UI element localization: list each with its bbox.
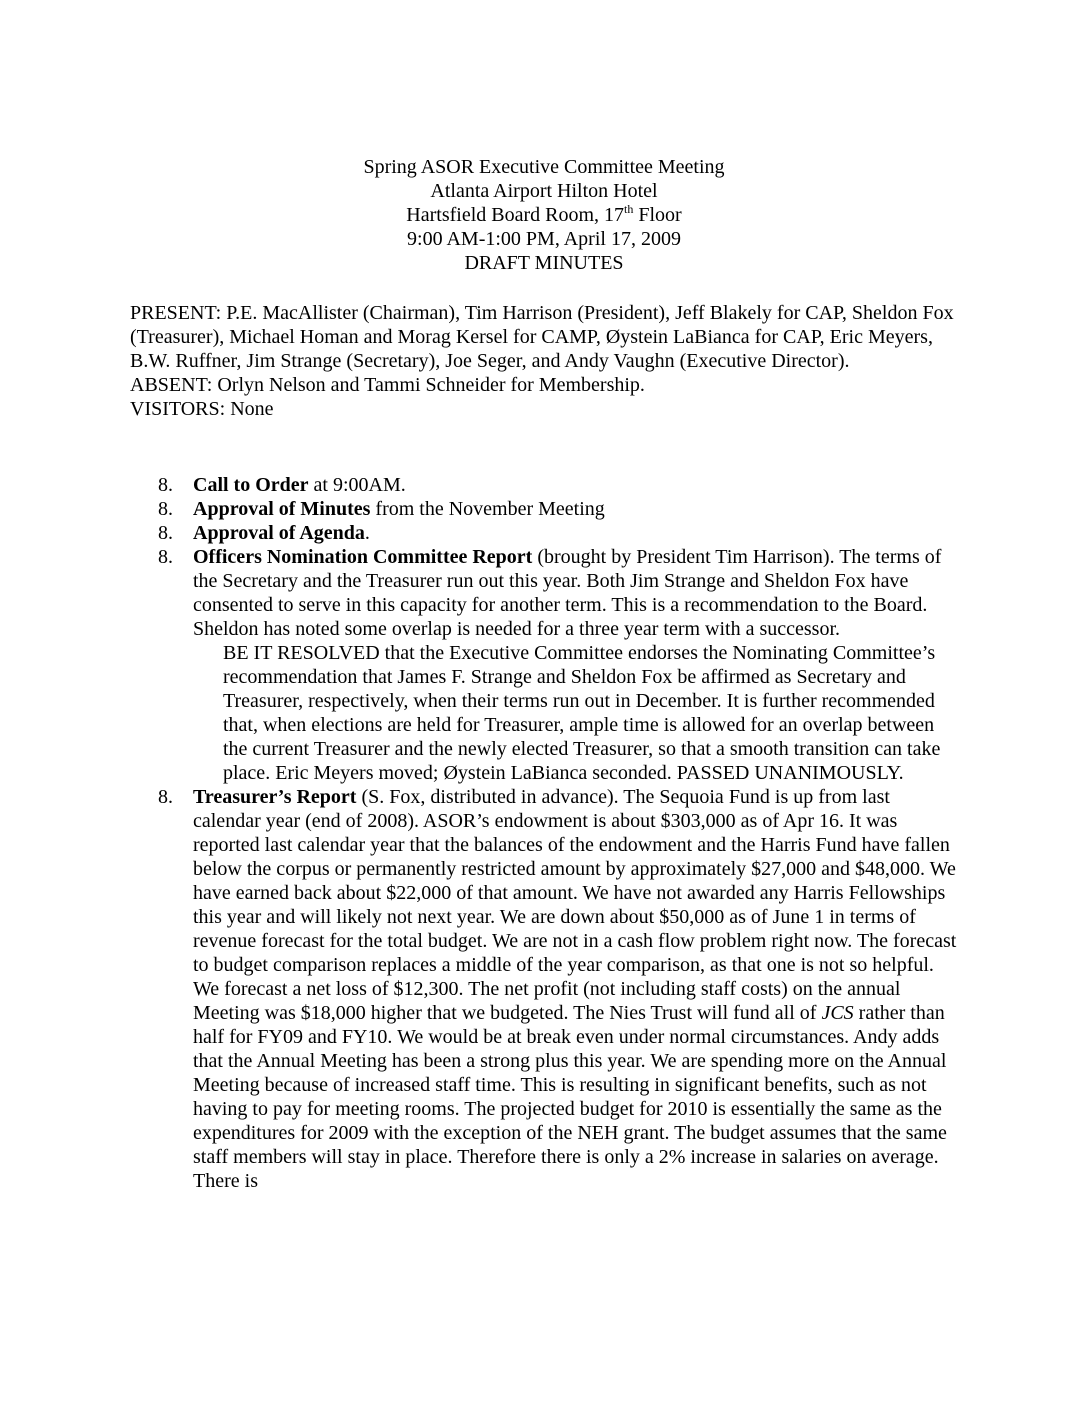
item-text: from the November Meeting <box>370 498 605 520</box>
agenda-item-treasurer-report <box>158 785 958 1193</box>
item-heading: Approval of Minutes <box>193 498 371 520</box>
present-list: PRESENT: P.E. MacAllister (Chairman), Tim Harrison (President), Jeff Blakely for CAP, Sheldon Fox (Treasurer), Michael Homan and Morag Kersel for CAMP, Øystein LaBianca for CAP, Eric Meyers, B.W. Ruffner, Jim Strange (Secretary), Joe Seger, and Andy Vaughn (Executive Director). <box>130 302 954 372</box>
item-number: 8. <box>158 522 173 544</box>
attendance-section <box>130 301 960 421</box>
meeting-room <box>0 203 1088 227</box>
item-number: 8. <box>158 786 173 808</box>
item-heading: Call to Order <box>193 474 309 496</box>
meeting-room-ordinal: th <box>624 202 634 216</box>
item-text: (S. Fox, distributed in advance). The Sequoia Fund is up from last calendar year (end of 2008). ASOR’s endowment is about $303,000 as of Apr 16. It was reported last calendar year that the balances of the endowment and the Harris Fund have fallen below the corpus or permanently restricted amount by approximately $27,000 and $48,000. We have earned back about $22,000 of that amount. We have not awarded any Harris Fellowships this year and will likely not next year. We are down about $50,000 as of June 1 in terms of revenue forecast for the total budget. We are not in a cash flow problem right now. The forecast to budget comparison replaces a middle of the year comparison, as that one is not so helpful. We forecast a net loss of $12,300. The net profit (not including staff costs) on the annual Meeting was $18,000 higher that we budgeted. The Nies Trust will fund all of <box>193 786 957 1024</box>
item-text: at 9:00AM. <box>308 474 406 496</box>
resolution-text: BE IT RESOLVED that the Executive Committee endorses the Nominating Committee’s recommendation that James F. Strange and Sheldon Fox be affirmed as Secretary and Treasurer, respectively, when their terms run out in December. It is further recommended that, when elections are held for Treasurer, ample time is allowed for an overlap between the current Treasurer and the newly elected Treasurer, so that a smooth transition can take place. Eric Meyers moved; Øystein LaBianca seconded. PASSED UNANIMOUSLY. <box>223 642 941 784</box>
agenda-item-call-to-order <box>158 473 958 497</box>
item-number: 8. <box>158 546 173 568</box>
item-number: 8. <box>158 498 173 520</box>
journal-title: JCS <box>821 1002 854 1024</box>
meeting-room-text: Hartsfield Board Room, 17 <box>406 204 625 226</box>
agenda-items <box>158 473 958 1193</box>
meeting-room-floor: Floor <box>633 204 682 226</box>
meeting-title: Spring ASOR Executive Committee Meeting <box>363 156 725 178</box>
meeting-time: 9:00 AM-1:00 PM, April 17, 2009 <box>407 228 681 250</box>
item-text: (brought by President Tim Harrison). The terms of the Secretary and the Treasurer run out this year. Both Jim Strange and Sheldon Fox have consented to serve in this capacity for another term. This is a recommendation to the Board. Sheldon has noted some overlap is needed for a three year term with a successor. <box>193 546 942 640</box>
item-text-continued: rather than half for FY09 and FY10. We would be at break even under normal circumstances. Andy adds that the Annual Meeting has been a strong plus this year. We are spending more on the Annual Meeting because of increased staff time. This is resulting in significant benefits, such as not having to pay for meeting rooms. The projected budget for 2010 is essentially the same as the expenditures for 2009 with the exception of the NEH grant. The budget assumes that the same staff members will stay in place. Therefore there is only a 2% increase in salaries on average. There is <box>193 1002 947 1192</box>
item-text: . <box>364 522 370 544</box>
minutes-header <box>0 155 1088 275</box>
item-number: 8. <box>158 474 173 496</box>
agenda-item-approval-agenda <box>158 521 958 545</box>
agenda-item-approval-minutes <box>158 497 958 521</box>
meeting-venue: Atlanta Airport Hilton Hotel <box>430 180 658 202</box>
agenda-item-nomination-report <box>158 545 958 785</box>
absent-list: ABSENT: Orlyn Nelson and Tammi Schneider for Membership. <box>130 374 645 396</box>
item-heading: Approval of Agenda <box>193 522 365 544</box>
visitors-list: VISITORS: None <box>130 398 274 420</box>
document-status: DRAFT MINUTES <box>464 252 624 274</box>
item-heading: Treasurer’s Report <box>193 786 357 808</box>
item-heading: Officers Nomination Committee Report <box>193 546 533 568</box>
